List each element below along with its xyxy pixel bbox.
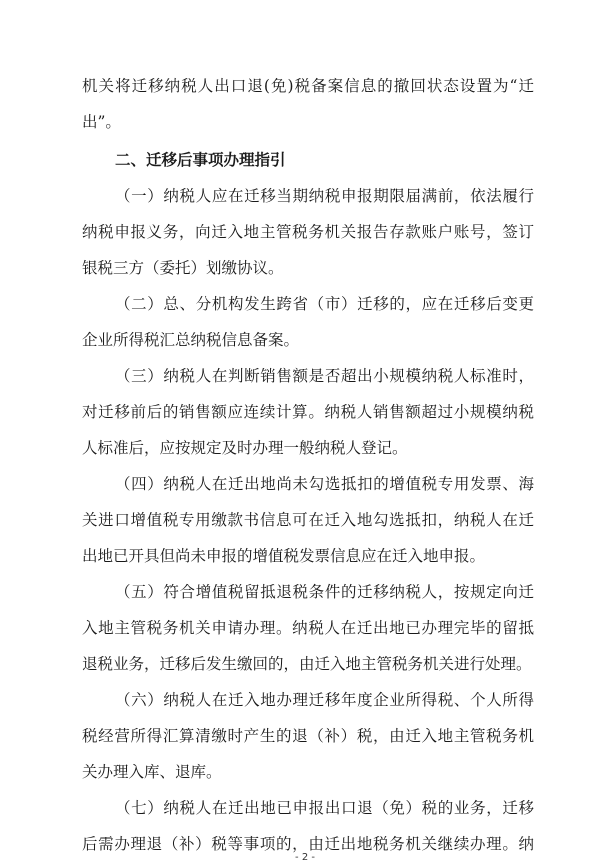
paragraph-5-line: （五）符合增值税留抵退税条件的迁移纳税人，按规定向迁 — [115, 583, 534, 601]
paragraph-4-line: 出地已开具但尚未申报的增值税发票信息应在迁入地申报。 — [82, 547, 486, 565]
paragraph-6-line: （六）纳税人在迁入地办理迁移年度企业所得税、个人所得 — [115, 691, 534, 709]
paragraph-6-line: 税经营所得汇算清缴时产生的退（补）税，由迁入地主管税务机 — [82, 727, 534, 745]
intro-line: 机关将迁移纳税人出口退(免)税备案信息的撤回状态设置为“迁 — [82, 77, 534, 95]
paragraph-1-line: 纳税申报义务，向迁入地主管税务机关报告存款账户账号，签订 — [82, 223, 534, 241]
page-number: - 2 - — [295, 852, 315, 863]
intro-line: 出”。 — [82, 113, 121, 131]
paragraph-4-line: 关进口增值税专用缴款书信息可在迁入地勾选抵扣，纳税人在迁 — [82, 511, 534, 529]
paragraph-3-line: 对迁移前后的销售额应连续计算。纳税人销售额超过小规模纳税 — [82, 403, 534, 421]
section-heading: 二、迁移后事项办理指引 — [115, 151, 286, 169]
paragraph-3-line: （三）纳税人在判断销售额是否超出小规模纳税人标准时， — [115, 367, 534, 385]
paragraph-2-line: 企业所得税汇总纳税信息备案。 — [82, 331, 300, 349]
paragraph-5-line: 退税业务，迁移后发生缴回的，由迁入地主管税务机关进行处理。 — [82, 655, 532, 673]
paragraph-4-line: （四）纳税人在迁出地尚未勾选抵扣的增值税专用发票、海 — [115, 475, 534, 493]
paragraph-7-line: 后需办理退（补）税等事项的，由迁出地税务机关继续办理。纳 — [82, 835, 534, 853]
paragraph-6-line: 关办理入库、退库。 — [82, 763, 222, 781]
paragraph-5-line: 入地主管税务机关申请办理。纳税人在迁出地已办理完毕的留抵 — [82, 619, 534, 637]
paragraph-1-line: （一）纳税人应在迁移当期纳税申报期限届满前，依法履行 — [115, 187, 534, 205]
paragraph-2-line: （二）总、分机构发生跨省（市）迁移的，应在迁移后变更 — [115, 295, 534, 313]
paragraph-3-line: 人标准后，应按规定及时办理一般纳税人登记。 — [82, 439, 408, 457]
paragraph-1-line: 银税三方（委托）划缴协议。 — [82, 259, 284, 277]
paragraph-7-line: （七）纳税人在迁出地已申报出口退（免）税的业务，迁移 — [115, 799, 534, 817]
